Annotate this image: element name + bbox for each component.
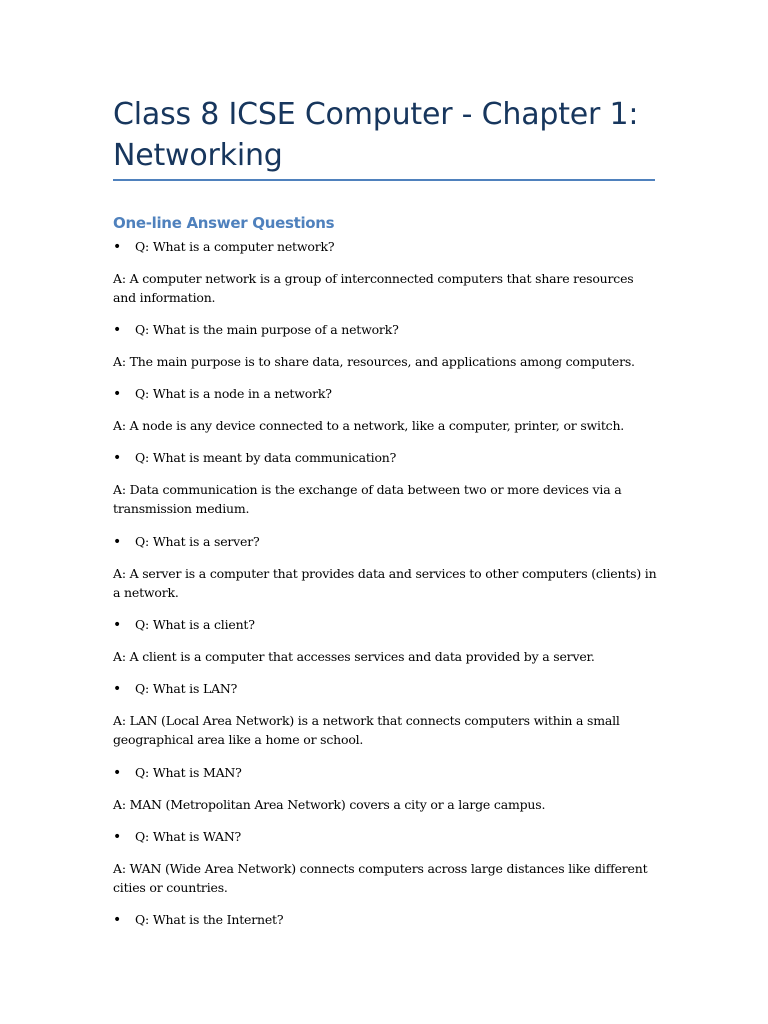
bullet-icon: •: [113, 239, 122, 255]
question-text: Q: What is a node in a network?: [135, 386, 332, 401]
question-item: [113, 384, 673, 404]
bullet-icon: •: [113, 765, 122, 781]
answer-text: A: A computer network is a group of interconnected computers that share resources and information.: [113, 271, 634, 305]
section-heading: One-line Answer Questions: [113, 214, 335, 232]
answer-text: A: MAN (Metropolitan Area Network) covers a city or a large campus.: [113, 797, 546, 812]
question-item: [113, 237, 673, 257]
bullet-icon: •: [113, 617, 122, 633]
answer-text: A: A server is a computer that provides data and services to other computers (clients) in a network.: [113, 566, 657, 600]
bullet-icon: •: [113, 534, 122, 550]
question-text: Q: What is meant by data communication?: [135, 450, 397, 465]
document-title: Class 8 ICSE Computer - Chapter 1: Networking: [113, 97, 639, 173]
question-item: [113, 448, 673, 468]
question-text: Q: What is a computer network?: [135, 239, 335, 254]
bullet-icon: •: [113, 912, 122, 928]
answer-text: A: A client is a computer that accesses services and data provided by a server.: [113, 649, 595, 664]
question-text: Q: What is LAN?: [135, 681, 238, 696]
question-text: Q: What is MAN?: [135, 765, 242, 780]
question-item: [113, 532, 673, 552]
bullet-icon: •: [113, 386, 122, 402]
answer-text: A: The main purpose is to share data, resources, and applications among computers.: [113, 354, 635, 369]
answer-text: A: A node is any device connected to a network, like a computer, printer, or switch.: [113, 418, 625, 433]
question-item: [113, 910, 673, 930]
question-item: [113, 827, 673, 847]
question-text: Q: What is a server?: [135, 534, 260, 549]
question-item: [113, 615, 673, 635]
question-item: [113, 679, 673, 699]
question-text: Q: What is the main purpose of a network?: [135, 322, 399, 337]
bullet-icon: •: [113, 450, 122, 466]
question-item: [113, 763, 673, 783]
bullet-icon: •: [113, 829, 122, 845]
question-item: [113, 320, 673, 340]
answer-text: A: WAN (Wide Area Network) connects computers across large distances like different cities or countries.: [113, 861, 648, 895]
bullet-icon: •: [113, 322, 122, 338]
answer-text: A: Data communication is the exchange of data between two or more devices via a transmission medium.: [113, 482, 622, 516]
bullet-icon: •: [113, 681, 122, 697]
answer-text: A: LAN (Local Area Network) is a network that connects computers within a small geographical area like a home or school.: [113, 713, 620, 747]
question-text: Q: What is a client?: [135, 617, 255, 632]
question-text: Q: What is WAN?: [135, 829, 242, 844]
question-text: Q: What is the Internet?: [135, 912, 284, 927]
